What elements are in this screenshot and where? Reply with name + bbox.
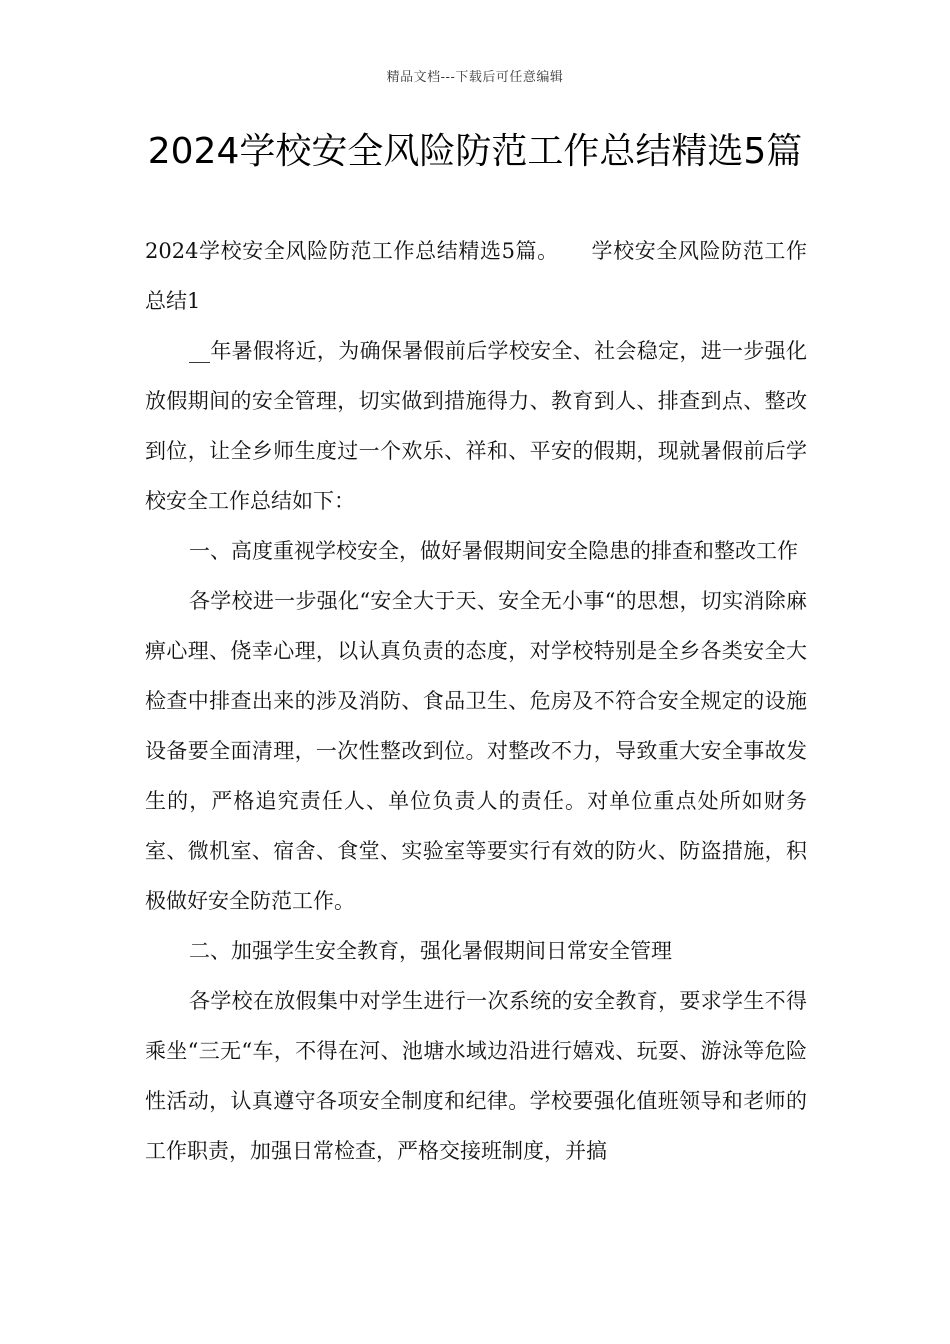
section-heading-1: 一、高度重视学校安全，做好暑假期间安全隐患的排查和整改工作 [189,539,798,563]
paragraph-1: __年暑假将近，为确保暑假前后学校安全、社会稳定，进一步强化放假期间的安全管理，切实做到措施得力、教育到人、排查到点、整改到位，让全乡师生度过一个欢乐、祥和、平安的假期，现就暑假前后学校安全工作总结如下： [145,339,807,513]
paragraph-2: 各学校进一步强化“安全大于天、安全无小事“的思想，切实消除麻痹心理、侥幸心理，以认真负责的态度，对学校特别是全乡各类安全大检查中排查出来的涉及消防、食品卫生、危房及不符合安全规定的设施设备要全面清理，一次性整改到位。对整改不力，导致重大安全事故发生的，严格追究责任人、单位负责人的责任。对单位重点处所如财务室、微机室、宿舍、食堂、实验室等要实行有效的防火、防盗措施，积极做好安全防范工作。 [145,589,807,913]
intro-paragraph: 2024学校安全风险防范工作总结精选5篇。 学校安全风险防范工作总结1 [145,239,807,313]
header-note: 精品文档---下载后可任意编辑 [386,70,564,85]
document-body [145,226,807,1176]
paragraph-3: 各学校在放假集中对学生进行一次系统的安全教育，要求学生不得乘坐“三无“车，不得在河、池塘水域边沿进行嬉戏、玩耍、游泳等危险性活动，认真遵守各项安全制度和纪律。学校要强化值班领导和老师的工作职责，加强日常检查，严格交接班制度，并搞 [145,989,807,1163]
document-title: 2024学校安全风险防范工作总结精选5篇 [147,131,803,172]
section-heading-2: 二、加强学生安全教育，强化暑假期间日常安全管理 [189,939,672,963]
